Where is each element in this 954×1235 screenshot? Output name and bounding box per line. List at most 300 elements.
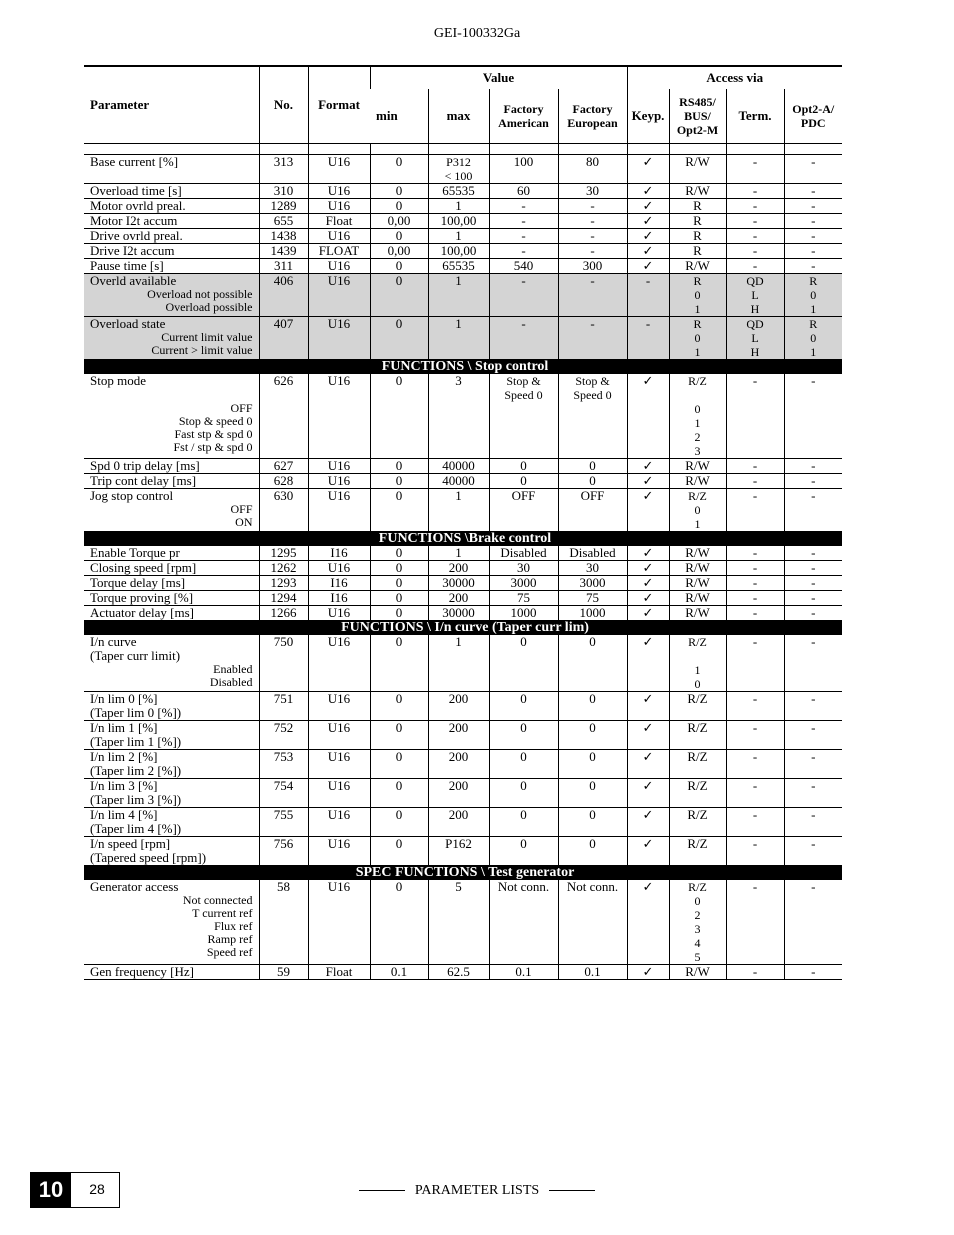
- cell-parameter: [84, 473, 259, 488]
- parameter-option: Disabled: [209, 674, 253, 689]
- cell-max: 5: [428, 880, 489, 965]
- cell-max: 1: [428, 635, 489, 692]
- cell-max: 100,00: [428, 213, 489, 228]
- cell-max: 65535: [428, 183, 489, 198]
- cell-factory-european: 1000: [558, 605, 627, 620]
- cell-rs485: R: [669, 213, 726, 228]
- table-row: [84, 635, 842, 692]
- cell-max: 200: [428, 590, 489, 605]
- table-row: [84, 488, 842, 531]
- table-row: [84, 605, 842, 620]
- cell-opt2: -: [784, 575, 842, 590]
- cell-keyp: ✓: [627, 546, 669, 561]
- cell-line: R/Z: [688, 879, 707, 894]
- cell-factory-european: 0: [558, 836, 627, 865]
- cell-keyp: -: [627, 316, 669, 359]
- cell-parameter: [84, 213, 259, 228]
- cell-max: 1: [428, 546, 489, 561]
- cell-max: 40000: [428, 473, 489, 488]
- table-row: [84, 964, 842, 979]
- cell-rs485: R: [669, 228, 726, 243]
- cell-rs485: [669, 488, 726, 531]
- cell-factory-american: 1000: [489, 605, 558, 620]
- cell-no: 751: [259, 691, 308, 720]
- cell-line: Speed 0: [573, 387, 612, 402]
- cell-keyp: ✓: [627, 807, 669, 836]
- table-row: [84, 258, 842, 273]
- cell-line: 3: [694, 443, 701, 458]
- cell-factory-american: OFF: [489, 488, 558, 531]
- table-row: [84, 546, 842, 561]
- cell-rs485: R/W: [669, 590, 726, 605]
- cell-line: 0: [810, 330, 817, 345]
- cell-term: -: [726, 183, 784, 198]
- cell-term: -: [726, 691, 784, 720]
- cell-factory-american: 0: [489, 720, 558, 749]
- parameter-option: ON: [235, 514, 253, 529]
- cell-opt2: -: [784, 374, 842, 459]
- parameter-table: [84, 65, 842, 980]
- cell-rs485: R/W: [669, 560, 726, 575]
- cell-parameter: [84, 691, 259, 720]
- cell-min: 0,00: [370, 243, 428, 258]
- cell-term: -: [726, 198, 784, 213]
- cell-factory-european: 75: [558, 590, 627, 605]
- cell-no: 753: [259, 749, 308, 778]
- cell-format: U16: [308, 473, 370, 488]
- table-row: [84, 198, 842, 213]
- cell-opt2: -: [784, 720, 842, 749]
- footer-rule-right: [549, 1190, 595, 1191]
- table-row: [84, 316, 842, 359]
- cell-opt2: -: [784, 880, 842, 965]
- section-title: FUNCTIONS \ Stop control: [84, 359, 842, 374]
- cell-format: U16: [308, 198, 370, 213]
- cell-line: P312: [446, 154, 471, 169]
- parameter-name: Drive ovrld preal.: [90, 227, 183, 243]
- cell-line: L: [751, 287, 759, 302]
- cell-format: U16: [308, 316, 370, 359]
- cell-keyp: ✓: [627, 605, 669, 620]
- cell-no: 627: [259, 458, 308, 473]
- cell-line: 1: [810, 344, 817, 359]
- parameter-name: (Taper lim 2 [%]): [90, 762, 182, 778]
- cell-factory-american: -: [489, 243, 558, 258]
- cell-opt2: -: [784, 258, 842, 273]
- parameter-option: Current > limit value: [151, 342, 253, 357]
- cell-term: -: [726, 635, 784, 692]
- cell-rs485: R/Z: [669, 807, 726, 836]
- cell-line: L: [751, 330, 759, 345]
- table-row: [84, 374, 842, 459]
- parameter-name: I/n curve: [90, 633, 137, 649]
- cell-line: R: [809, 316, 818, 331]
- parameter-option: Current limit value: [161, 329, 253, 344]
- col-header-rs485: RS485/ BUS/ Opt2-M: [669, 89, 726, 143]
- cell-no: 750: [259, 635, 308, 692]
- cell-format: Float: [308, 964, 370, 979]
- section-title: FUNCTIONS \Brake control: [84, 531, 842, 546]
- cell-rs485: R/Z: [669, 749, 726, 778]
- parameter-name: Overload state: [90, 315, 166, 331]
- cell-line: 1: [694, 301, 701, 316]
- cell-format: U16: [308, 836, 370, 865]
- cell-no: 655: [259, 213, 308, 228]
- cell-rs485: R/W: [669, 575, 726, 590]
- cell-parameter: [84, 807, 259, 836]
- cell-format: U16: [308, 778, 370, 807]
- parameter-name: I/n lim 0 [%]: [90, 690, 158, 706]
- parameter-name: Generator access: [90, 878, 179, 894]
- cell-parameter: [84, 880, 259, 965]
- cell-no: 1289: [259, 198, 308, 213]
- parameter-option: Fast stp & spd 0: [174, 426, 253, 441]
- cell-parameter: [84, 605, 259, 620]
- cell-factory-european: 300: [558, 258, 627, 273]
- cell-min: 0: [370, 560, 428, 575]
- cell-factory-american: 75: [489, 590, 558, 605]
- cell-rs485: [669, 635, 726, 692]
- cell-format: U16: [308, 458, 370, 473]
- parameter-option: Overload possible: [165, 299, 253, 314]
- cell-min: 0,00: [370, 213, 428, 228]
- cell-rs485: R: [669, 243, 726, 258]
- cell-term: -: [726, 778, 784, 807]
- cell-rs485: R/Z: [669, 836, 726, 865]
- cell-format: U16: [308, 560, 370, 575]
- cell-rs485: R/W: [669, 605, 726, 620]
- cell-no: 313: [259, 154, 308, 183]
- cell-factory-european: [558, 374, 627, 459]
- cell-opt2: -: [784, 807, 842, 836]
- cell-factory-european: 3000: [558, 575, 627, 590]
- cell-parameter: [84, 273, 259, 316]
- cell-format: Float: [308, 213, 370, 228]
- cell-max: 200: [428, 778, 489, 807]
- cell-min: 0: [370, 635, 428, 692]
- cell-no: 1439: [259, 243, 308, 258]
- section-header-row: [84, 865, 842, 880]
- cell-parameter: [84, 316, 259, 359]
- cell-parameter: [84, 198, 259, 213]
- cell-factory-american: 540: [489, 258, 558, 273]
- cell-line: R/Z: [688, 373, 707, 388]
- parameter-option: T current ref: [192, 905, 253, 920]
- cell-max: 200: [428, 749, 489, 778]
- cell-format: U16: [308, 880, 370, 965]
- parameter-name: I/n lim 4 [%]: [90, 806, 158, 822]
- cell-line: [672, 388, 724, 402]
- cell-no: 1266: [259, 605, 308, 620]
- footer-title-text: PARAMETER LISTS: [414, 1183, 540, 1198]
- cell-factory-american: 0: [489, 778, 558, 807]
- cell-line: H: [750, 301, 760, 316]
- cell-format: U16: [308, 749, 370, 778]
- cell-format: U16: [308, 154, 370, 183]
- cell-max: 100,00: [428, 243, 489, 258]
- cell-format: U16: [308, 488, 370, 531]
- cell-rs485: [669, 374, 726, 459]
- cell-factory-american: 30: [489, 560, 558, 575]
- cell-rs485: R/Z: [669, 778, 726, 807]
- cell-no: 407: [259, 316, 308, 359]
- cell-no: 1294: [259, 590, 308, 605]
- table-row: [84, 590, 842, 605]
- cell-line: Speed 0: [504, 387, 543, 402]
- cell-parameter: [84, 488, 259, 531]
- cell-factory-american: 0: [489, 473, 558, 488]
- section-header-row: [84, 359, 842, 374]
- cell-factory-american: 0.1: [489, 964, 558, 979]
- parameter-option: Fst / stp & spd 0: [173, 439, 253, 454]
- col-header-opt2: Opt2-A/ PDC: [784, 89, 842, 143]
- cell-parameter: [84, 243, 259, 258]
- cell-opt2: -: [784, 198, 842, 213]
- col-header-no: No.: [259, 66, 308, 143]
- parameter-name: Stop mode: [90, 372, 146, 388]
- parameter-name: (Taper lim 1 [%]): [90, 733, 182, 749]
- cell-term: -: [726, 590, 784, 605]
- cell-no: 752: [259, 720, 308, 749]
- section-header-row: [84, 531, 842, 546]
- parameter-option: OFF: [230, 501, 253, 516]
- table-row: [84, 458, 842, 473]
- page-number: 28: [89, 1181, 105, 1197]
- cell-line: 1: [810, 301, 817, 316]
- parameter-name: Drive I2t accum: [90, 242, 175, 258]
- cell-keyp: ✓: [627, 964, 669, 979]
- cell-opt2: -: [784, 590, 842, 605]
- cell-factory-european: -: [558, 228, 627, 243]
- cell-format: U16: [308, 605, 370, 620]
- cell-format: FLOAT: [308, 243, 370, 258]
- cell-keyp: ✓: [627, 458, 669, 473]
- cell-no: 59: [259, 964, 308, 979]
- cell-min: 0: [370, 458, 428, 473]
- cell-parameter: [84, 546, 259, 561]
- cell-format: U16: [308, 691, 370, 720]
- table-row: [84, 880, 842, 965]
- cell-parameter: [84, 560, 259, 575]
- cell-line: H: [750, 344, 760, 359]
- cell-factory-european: 30: [558, 560, 627, 575]
- cell-factory-european: 0: [558, 473, 627, 488]
- cell-min: 0: [370, 749, 428, 778]
- table-row: [84, 560, 842, 575]
- cell-keyp: -: [627, 273, 669, 316]
- cell-keyp: ✓: [627, 836, 669, 865]
- parameter-name: Enable Torque pr: [90, 544, 180, 560]
- footer-rule-left: [359, 1190, 405, 1191]
- cell-term: -: [726, 458, 784, 473]
- cell-term: -: [726, 473, 784, 488]
- cell-factory-european: -: [558, 243, 627, 258]
- cell-no: 311: [259, 258, 308, 273]
- cell-rs485: R/W: [669, 964, 726, 979]
- table-body: [84, 154, 842, 979]
- cell-max: 1: [428, 198, 489, 213]
- parameter-name: (Taper lim 0 [%]): [90, 704, 182, 720]
- cell-line: < 100: [444, 168, 473, 183]
- table-row: [84, 720, 842, 749]
- parameter-name: Motor I2t accum: [90, 212, 178, 228]
- spacer: [90, 388, 257, 402]
- cell-min: 0: [370, 374, 428, 459]
- table-row: [84, 575, 842, 590]
- cell-line: [672, 649, 724, 663]
- cell-min: 0: [370, 605, 428, 620]
- cell-factory-american: 0: [489, 807, 558, 836]
- cell-factory-european: -: [558, 213, 627, 228]
- cell-opt2: -: [784, 964, 842, 979]
- cell-factory-european: 0: [558, 749, 627, 778]
- cell-opt2: -: [784, 635, 842, 692]
- section-header-row: [84, 620, 842, 635]
- cell-factory-american: 3000: [489, 575, 558, 590]
- cell-max: 65535: [428, 258, 489, 273]
- cell-factory-american: 0: [489, 458, 558, 473]
- cell-line: 5: [694, 949, 701, 964]
- parameter-name: (Taper lim 3 [%]): [90, 791, 182, 807]
- cell-line: 0: [694, 330, 701, 345]
- cell-term: -: [726, 243, 784, 258]
- cell-rs485: R/W: [669, 154, 726, 183]
- cell-no: 755: [259, 807, 308, 836]
- cell-rs485: R/W: [669, 473, 726, 488]
- cell-opt2: -: [784, 243, 842, 258]
- cell-factory-american: -: [489, 198, 558, 213]
- cell-term: -: [726, 807, 784, 836]
- cell-min: 0: [370, 258, 428, 273]
- cell-format: I16: [308, 546, 370, 561]
- cell-rs485: R/W: [669, 183, 726, 198]
- cell-opt2: -: [784, 488, 842, 531]
- parameter-name: Overload time [s]: [90, 182, 182, 198]
- cell-factory-american: -: [489, 273, 558, 316]
- cell-max: 62.5: [428, 964, 489, 979]
- cell-line: 3: [694, 921, 701, 936]
- cell-line: R/Z: [688, 634, 707, 649]
- parameter-name: I/n lim 2 [%]: [90, 748, 158, 764]
- cell-line: Stop &: [575, 373, 610, 388]
- parameter-option: Stop & speed 0: [178, 413, 253, 428]
- cell-min: 0: [370, 720, 428, 749]
- cell-parameter: [84, 458, 259, 473]
- cell-factory-american: 0: [489, 691, 558, 720]
- cell-min: 0: [370, 880, 428, 965]
- cell-keyp: ✓: [627, 575, 669, 590]
- cell-term: -: [726, 258, 784, 273]
- cell-term: -: [726, 749, 784, 778]
- cell-keyp: ✓: [627, 154, 669, 183]
- cell-factory-european: -: [558, 198, 627, 213]
- cell-opt2: -: [784, 546, 842, 561]
- cell-line: QD: [746, 316, 764, 331]
- cell-max: 200: [428, 807, 489, 836]
- cell-no: 756: [259, 836, 308, 865]
- cell-term: -: [726, 880, 784, 965]
- col-header-term: Term.: [726, 89, 784, 143]
- parameter-name: Closing speed [rpm]: [90, 559, 197, 575]
- cell-min: 0: [370, 154, 428, 183]
- table-row: [84, 154, 842, 183]
- cell-opt2: -: [784, 458, 842, 473]
- cell-factory-american: 0: [489, 749, 558, 778]
- cell-factory-american: Disabled: [489, 546, 558, 561]
- parameter-name: Motor ovrld preal.: [90, 197, 186, 213]
- cell-factory-american: -: [489, 316, 558, 359]
- table-row: [84, 273, 842, 316]
- cell-min: 0.1: [370, 964, 428, 979]
- cell-min: 0: [370, 198, 428, 213]
- cell-format: U16: [308, 374, 370, 459]
- cell-keyp: ✓: [627, 258, 669, 273]
- cell-keyp: ✓: [627, 198, 669, 213]
- table-row: [84, 807, 842, 836]
- chapter-number: 10: [31, 1173, 71, 1207]
- cell-parameter: [84, 836, 259, 865]
- cell-keyp: ✓: [627, 183, 669, 198]
- cell-keyp: ✓: [627, 880, 669, 965]
- cell-factory-european: 0: [558, 720, 627, 749]
- cell-parameter: [84, 778, 259, 807]
- cell-factory-american: 0: [489, 635, 558, 692]
- cell-line: QD: [746, 273, 764, 288]
- cell-term: -: [726, 560, 784, 575]
- parameter-option: Speed ref: [206, 944, 253, 959]
- cell-format: U16: [308, 228, 370, 243]
- parameter-name: Jog stop control: [90, 487, 174, 503]
- cell-factory-european: -: [558, 273, 627, 316]
- parameter-name: Torque delay [ms]: [90, 574, 186, 590]
- cell-keyp: ✓: [627, 488, 669, 531]
- cell-term: -: [726, 964, 784, 979]
- cell-line: 0: [694, 676, 701, 691]
- cell-factory-american: Not conn.: [489, 880, 558, 965]
- cell-factory-european: 80: [558, 154, 627, 183]
- cell-line: 0: [694, 287, 701, 302]
- cell-no: 310: [259, 183, 308, 198]
- cell-no: 1262: [259, 560, 308, 575]
- cell-line: R: [693, 316, 702, 331]
- cell-min: 0: [370, 316, 428, 359]
- table-row: [84, 778, 842, 807]
- cell-line: 0: [694, 502, 701, 517]
- parameter-option: Enabled: [213, 661, 253, 676]
- cell-opt2: -: [784, 154, 842, 183]
- table-row: [84, 473, 842, 488]
- cell-factory-european: 0: [558, 778, 627, 807]
- cell-term: -: [726, 720, 784, 749]
- cell-format: I16: [308, 590, 370, 605]
- parameter-name: (Tapered speed [rpm]): [90, 849, 207, 865]
- header-gap-row: [84, 143, 842, 154]
- cell-rs485: R/W: [669, 258, 726, 273]
- table-row: [84, 749, 842, 778]
- parameter-name: Torque proving [%]: [90, 589, 194, 605]
- cell-keyp: ✓: [627, 228, 669, 243]
- cell-parameter: [84, 183, 259, 198]
- cell-term: -: [726, 154, 784, 183]
- cell-min: 0: [370, 273, 428, 316]
- cell-max: 3: [428, 374, 489, 459]
- cell-min: 0: [370, 228, 428, 243]
- cell-keyp: ✓: [627, 213, 669, 228]
- parameter-name: I/n lim 1 [%]: [90, 719, 158, 735]
- cell-max: 1: [428, 316, 489, 359]
- cell-factory-european: 0.1: [558, 964, 627, 979]
- parameter-name: (Taper curr limit): [90, 647, 181, 663]
